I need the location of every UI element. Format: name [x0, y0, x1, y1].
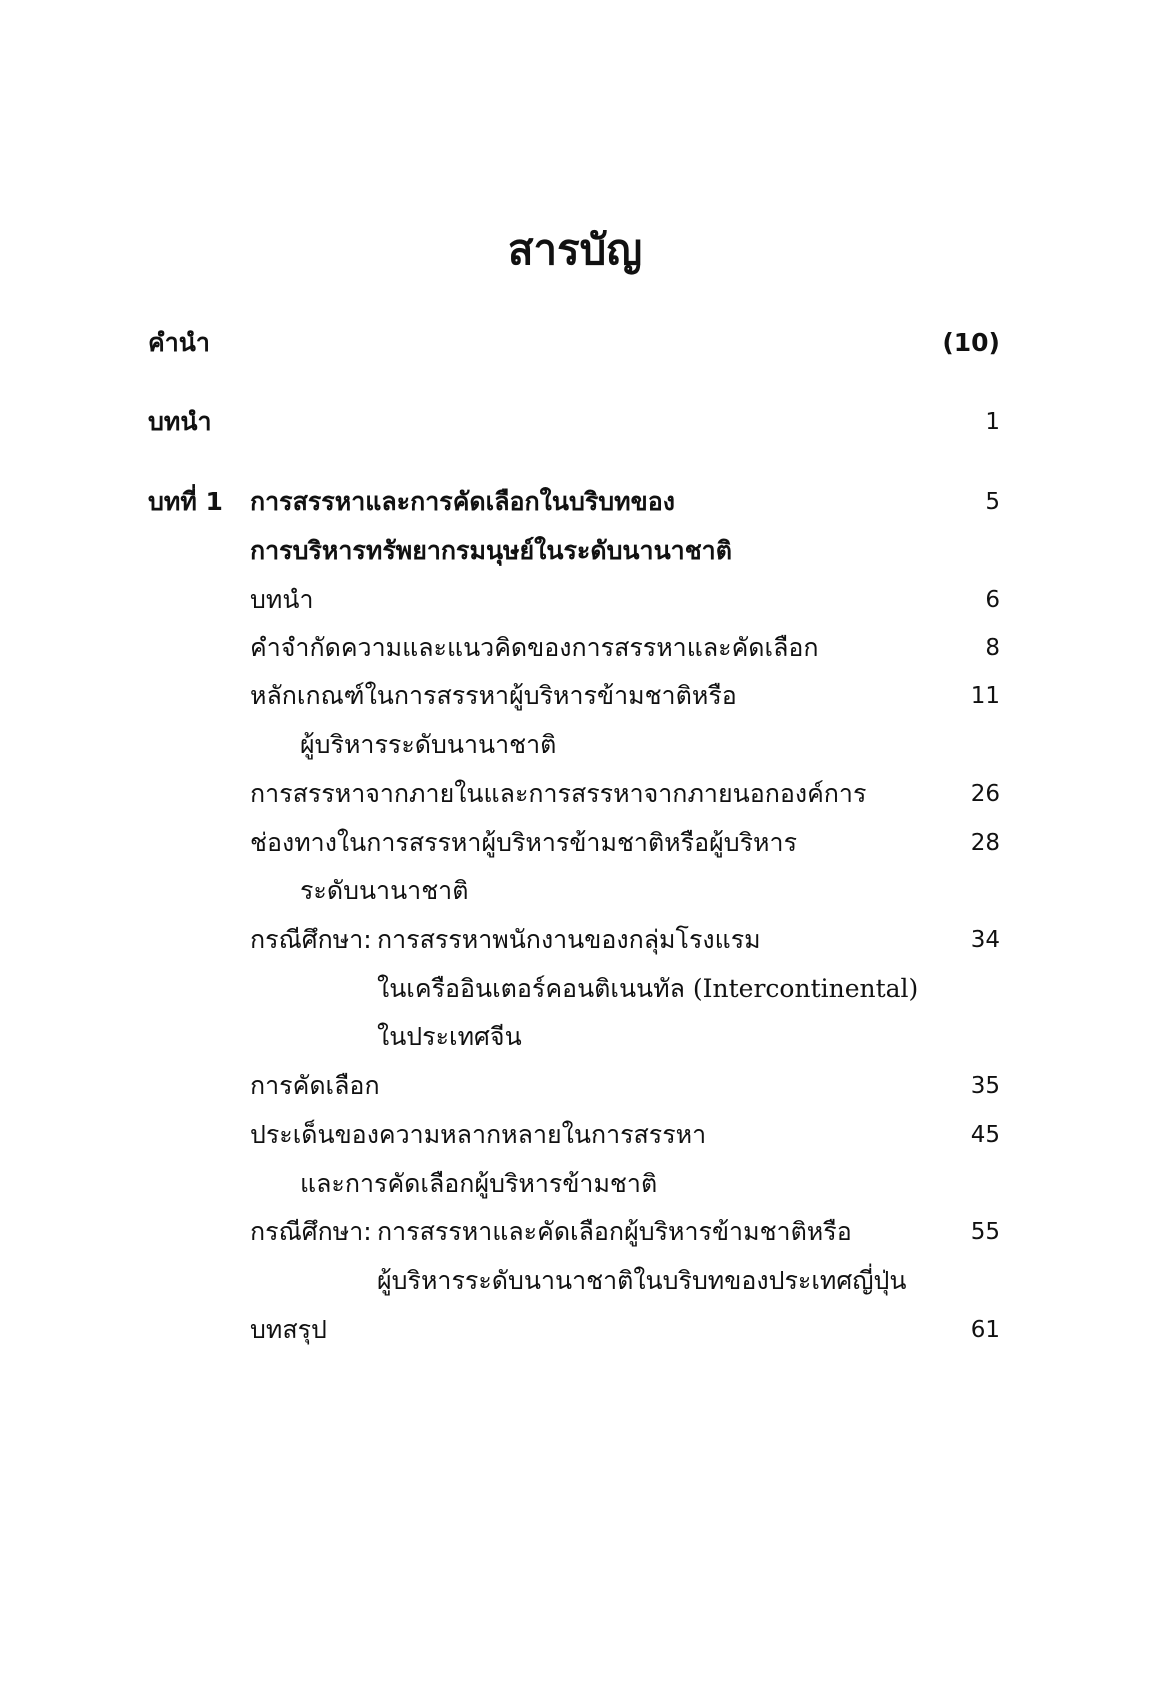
entry-label-continued [377, 964, 918, 1014]
entry-page-number: 45 [970, 1122, 1000, 1148]
entry-page-number: 8 [985, 635, 1000, 661]
entry-page-number: 55 [970, 1219, 1000, 1245]
toc-entry-ch1-case-study-1-continued-2 [0, 1012, 1150, 1062]
entry-label: ช่องทางในการสรรหาผู้บริหารข้ามชาติหรือผู้บริหาร [250, 828, 797, 857]
entry-label: ประเด็นของความหลากหลายในการสรรหา [250, 1120, 707, 1149]
toc-entry-ch1-diversity[interactable] [0, 1110, 1150, 1160]
entry-page-number: (10) [942, 328, 1000, 357]
entry-label: คำนำ [148, 328, 210, 357]
entry-label-thai: ในเครืออินเตอร์คอนติเนนทัล [377, 974, 685, 1003]
toc-entry-ch1-internal-external[interactable] [0, 769, 1150, 819]
toc-entry-ch1-summary[interactable] [0, 1305, 1150, 1355]
entry-label-latin: (Intercontinental) [692, 974, 919, 1003]
chapter-title-continued: การบริหารทรัพยากรมนุษย์ในระดับนานาชาติ [250, 536, 732, 565]
toc-entry-intro[interactable] [0, 397, 1150, 447]
page-title: สารบัญ [507, 225, 643, 274]
entry-label: การสรรหาพนักงานของกลุ่มโรงแรม [377, 925, 761, 954]
entry-label: การสรรหาและคัดเลือกผู้บริหารข้ามชาติหรือ [377, 1217, 852, 1246]
toc-entry-ch1-diversity-continued [0, 1159, 1150, 1209]
toc-entry-ch1-criteria-continued [0, 720, 1150, 770]
entry-label: บทสรุป [250, 1315, 327, 1344]
entry-page-number: 35 [970, 1073, 1000, 1099]
entry-label: บทนำ [250, 585, 314, 614]
entry-page-number: 26 [970, 781, 1000, 807]
entry-label-continued: ผู้บริหารระดับนานาชาติในบริบทของประเทศญี่ปุ่น [377, 1266, 907, 1295]
entry-page-number: 34 [970, 927, 1000, 953]
toc-entry-ch1-intro[interactable] [0, 575, 1150, 625]
entry-page-number: 6 [985, 587, 1000, 613]
toc-entry-ch1-case-study-1[interactable] [0, 915, 1150, 965]
case-study-prefix: กรณีศึกษา: [250, 1217, 372, 1246]
case-study-prefix: กรณีศึกษา: [250, 925, 372, 954]
entry-page-number: 28 [970, 830, 1000, 856]
entry-page-number: 5 [985, 489, 1000, 515]
entry-label-continued: ในประเทศจีน [377, 1022, 522, 1051]
entry-label: บทนำ [148, 407, 212, 436]
entry-label-continued: และการคัดเลือกผู้บริหารข้ามชาติ [300, 1169, 658, 1198]
entry-label: คำจำกัดความและแนวคิดของการสรรหาและคัดเลือก [250, 633, 819, 662]
toc-entry-ch1-channels[interactable] [0, 818, 1150, 868]
toc-entry-ch1-case-study-1-continued [0, 964, 1150, 1014]
entry-page-number: 11 [970, 683, 1000, 709]
entry-page-number: 61 [970, 1317, 1000, 1343]
entry-label-continued: ผู้บริหารระดับนานาชาติ [300, 730, 557, 759]
toc-entry-ch1-case-study-2-continued [0, 1256, 1150, 1306]
entry-label: การสรรหาจากภายในและการสรรหาจากภายนอกองค์การ [250, 779, 867, 808]
entry-label: การคัดเลือก [250, 1071, 380, 1100]
entry-label-continued: ระดับนานาชาติ [300, 876, 469, 905]
chapter-title: การสรรหาและการคัดเลือกในบริบทของ [250, 487, 675, 516]
toc-entry-chapter-1[interactable] [0, 477, 1150, 527]
toc-entry-ch1-selection[interactable] [0, 1061, 1150, 1111]
toc-entry-ch1-definitions[interactable] [0, 623, 1150, 673]
chapter-prefix: บทที่ 1 [148, 487, 223, 516]
entry-page-number: 1 [985, 409, 1000, 435]
toc-entry-preface[interactable] [0, 318, 1150, 368]
toc-entry-ch1-case-study-2[interactable] [0, 1207, 1150, 1257]
toc-entry-ch1-criteria[interactable] [0, 671, 1150, 721]
toc-entry-chapter-1-continued [0, 526, 1150, 576]
entry-label: หลักเกณฑ์ในการสรรหาผู้บริหารข้ามชาติหรือ [250, 681, 737, 710]
toc-entry-ch1-channels-continued [0, 866, 1150, 916]
